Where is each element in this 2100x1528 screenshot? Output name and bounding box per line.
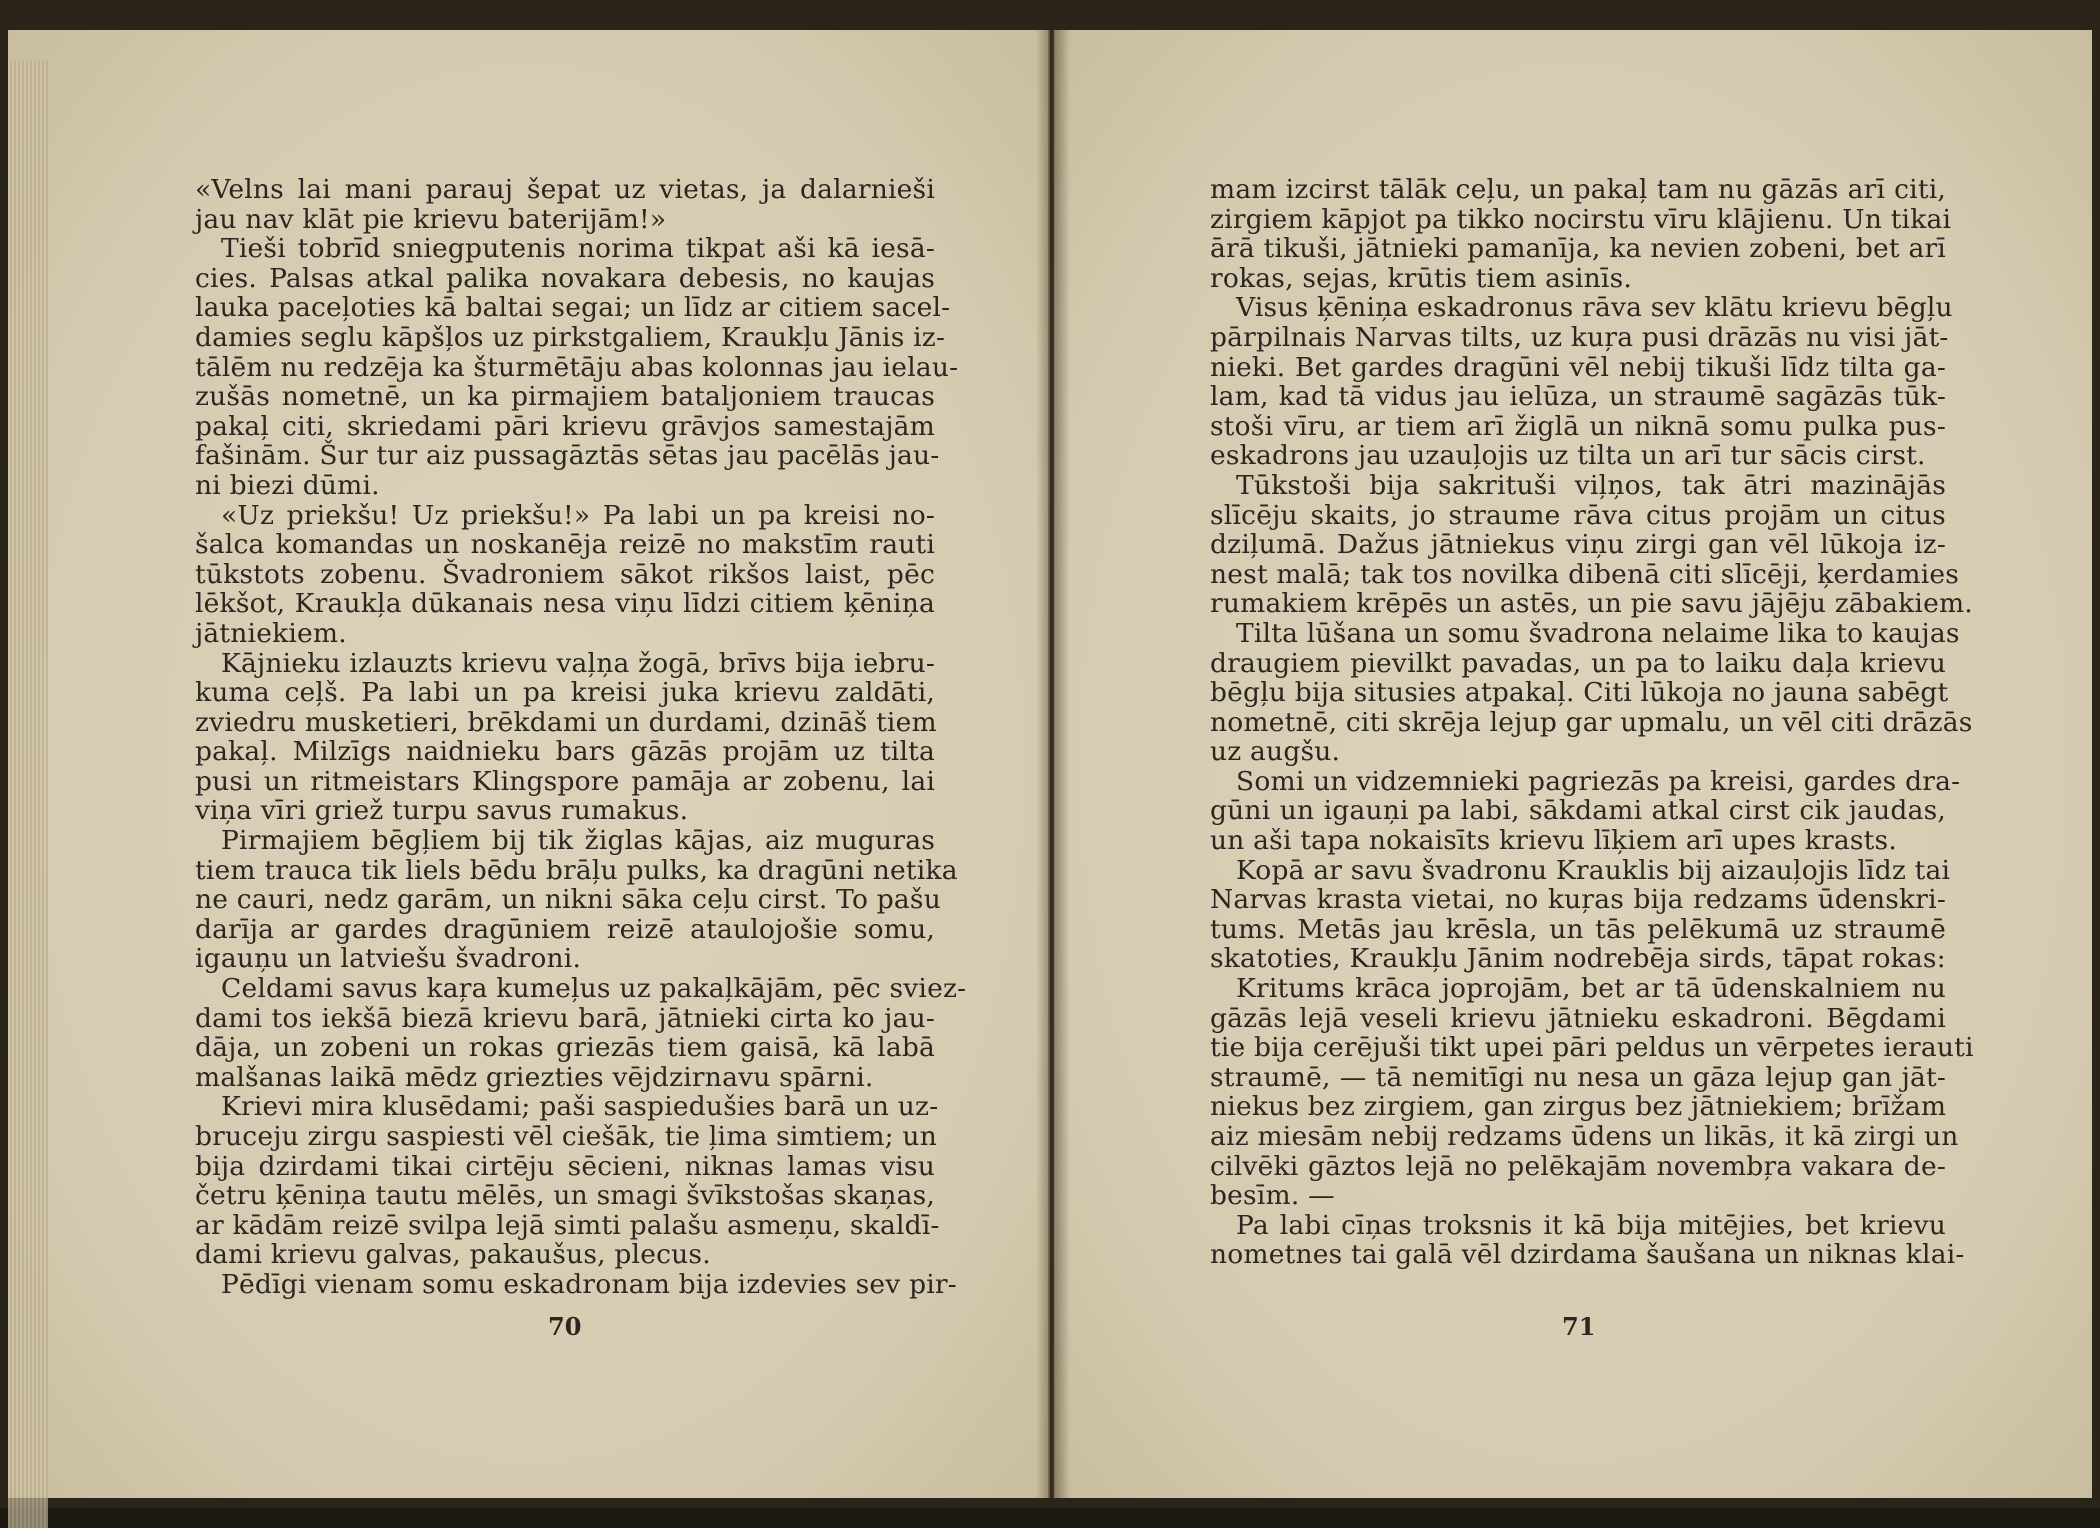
text-line: dziļumā. Dažus jātniekus viņu zirgi gan vēl lūkoja iz-: [1210, 529, 1946, 561]
text-line: Krievi mira klusēdami; paši saspiedušies barā un uz-: [221, 1091, 939, 1123]
text-line: cilvēki gāztos lejā no pelēkajām novembŗa vakara de-: [1210, 1150, 1946, 1182]
text-line: Kājnieku izlauzts krievu vaļņa žogā, brīvs bija iebru-: [221, 647, 935, 679]
left-page: [8, 30, 1050, 1498]
text-line: šalca komandas un noskanēja reizē no makstīm rauti: [195, 529, 935, 561]
text-line: slīcēju skaits, jo straume rāva citus projām un citus: [1210, 499, 1946, 531]
text-line: stoši vīru, ar tiem arī žiglā un niknā somu pulka pus-: [1210, 410, 1946, 442]
page-edges: [8, 60, 48, 1528]
text-line: igauņu un latviešu švadroni.: [195, 943, 582, 975]
text-line: nest malā; tak tos novilka dibenā citi slīcēji, ķerdamies: [1210, 558, 1960, 590]
text-line: pusi un ritmeistars Klingspore pamāja ar zobenu, lai: [195, 765, 935, 797]
left-page-text: [195, 174, 967, 1300]
text-line: Kopā ar savu švadronu Krauklis bij aizauļojis līdz tai: [1236, 854, 1951, 886]
text-line: viņa vīri griež turpu savus rumakus.: [195, 795, 689, 827]
text-line: Pa labi cīņas troksnis it kā bija mitējies, bet krievu: [1236, 1209, 1946, 1241]
text-line: četru ķēniņa tautu mēlēs, un smagi švīkstošas skaņas,: [195, 1180, 935, 1212]
text-line: lauka paceļoties kā baltai segai; un līdz ar citiem sacel-: [195, 292, 951, 324]
right-page-text: [1210, 174, 1974, 1271]
text-line: ārā tikuši, jātnieki pamanīja, ka nevien zobeni, bet arī: [1210, 233, 1946, 265]
text-line: eskadrons jau uzauļojis uz tilta un arī tur sācis cirst.: [1210, 440, 1926, 472]
text-line: darīja ar gardes dragūniem reizē ataulojošie somu,: [195, 913, 935, 945]
text-line: skatoties, Kraukļu Jānim nodrebēja sirds, tāpat rokas:: [1210, 943, 1946, 975]
text-line: mam izcirst tālāk ceļu, un pakaļ tam nu gāzās arī citi,: [1210, 174, 1946, 205]
text-line: fašinām. Šur tur aiz pussagāztās sētas jau pacēlās jau-: [195, 440, 940, 472]
text-line: Somi un vidzemnieki pagriezās pa kreisi, gardes dra-: [1236, 765, 1961, 797]
text-line: pakaļ citi, skriedami pāri krievu grāvjos samestajām: [195, 410, 935, 442]
text-line: Visus ķēniņa eskadronus rāva sev klātu krievu bēgļu: [1236, 292, 1953, 324]
right-page: [1052, 30, 2092, 1498]
text-line: cies. Palsas atkal palika novakara debesis, no kaujas: [195, 262, 935, 294]
text-line: tie bija cerējuši tikt upei pāri peldus un vērpetes ierauti: [1210, 1032, 1974, 1064]
text-line: Pirmajiem bēgļiem bij tik žiglas kājas, aiz muguras: [221, 825, 935, 857]
text-line: damies seglu kāpšļos uz pirkstgaliem, Kraukļu Jānis iz-: [195, 321, 946, 353]
text-line: tālēm nu redzēja ka šturmētāju abas kolonnas jau ielau-: [195, 351, 959, 383]
page-number-left: 70: [548, 1312, 582, 1341]
text-line: Narvas krasta vietai, no kuŗas bija redzams ūdenskri-: [1210, 884, 1946, 916]
text-line: ne cauri, nedz garām, un nikni sāka ceļu cirst. To pašu: [195, 884, 941, 916]
text-line: dāja, un zobeni un rokas griezās tiem gaisā, kā labā: [195, 1032, 935, 1064]
text-line: rumakiem krēpēs un astēs, un pie savu jājēju zābakiem.: [1210, 588, 1973, 620]
page-number-right: 71: [1562, 1312, 1596, 1341]
text-line: jau nav klāt pie krievu baterijām!»: [195, 203, 667, 235]
text-line: Tūkstoši bija sakrituši viļņos, tak ātri mazinājās: [1236, 469, 1946, 501]
text-line: bēgļu bija situsies atpakaļ. Citi lūkoja no jauna sabēgt: [1210, 677, 1949, 709]
text-line: pārpilnais Narvas tilts, uz kuŗa pusi drāzās nu visi jāt-: [1210, 321, 1949, 353]
text-line: aiz miesām nebij redzams ūdens un likās, it kā zirgi un: [1210, 1121, 1959, 1152]
text-line: tūkstots zobenu. Švadroniem sākot rikšos laist, pēc: [195, 558, 935, 590]
text-line: un aši tapa nokaisīts krievu līķiem arī upes krasts.: [1210, 825, 1897, 857]
text-line: «Uz priekšu! Uz priekšu!» Pa labi un pa kreisi no-: [221, 499, 935, 531]
text-line: nieki. Bet gardes dragūni vēl nebij tikuši līdz tilta ga-: [1210, 351, 1946, 383]
text-line: pakaļ. Milzīgs naidnieku bars gāzās projām uz tilta: [195, 736, 935, 768]
text-line: uz augšu.: [1210, 736, 1341, 768]
text-line: ar kādām reizē svilpa lejā simti palašu asmeņu, skaldī-: [195, 1209, 940, 1241]
text-line: bija dzirdami tikai cirtēju sēcieni, niknas lamas visu: [195, 1150, 935, 1182]
text-line: Kritums krāca joprojām, bet ar tā ūdenskalniem nu: [1236, 973, 1946, 1005]
text-line: tums. Metās jau krēsla, un tās pelēkumā uz straumē: [1210, 913, 1946, 945]
text-line: besīm. —: [1210, 1180, 1335, 1212]
text-line: zušās nometnē, un ka pirmajiem bataljoniem traucas: [195, 381, 935, 413]
text-line: ni biezi dūmi.: [195, 469, 380, 501]
text-line: gūni un igauņi pa labi, sākdami atkal cirst cik jaudas,: [1210, 795, 1946, 827]
text-line: Celdami savus kaŗa kumeļus uz pakaļkājām, pēc sviez-: [221, 973, 967, 1005]
text-line: jātniekiem.: [195, 617, 347, 649]
text-line: rokas, sejas, krūtis tiem asinīs.: [1210, 262, 1633, 294]
text-line: lēkšot, Kraukļa dūkanais nesa viņu līdzi citiem ķēniņa: [195, 588, 935, 620]
text-line: straumē, — tā nemitīgi nu nesa un gāza lejup gan jāt-: [1210, 1061, 1946, 1093]
text-line: tiem trauca tik liels bēdu brāļu pulks, ka dragūni netika: [195, 854, 958, 886]
text-line: bruceju zirgu saspiesti vēl ciešāk, tie ļima simtiem; un: [195, 1121, 937, 1152]
text-line: «Velns lai mani parauj šepat uz vietas, ja dalarnieši: [195, 174, 935, 205]
text-line: malšanas laikā mēdz griezties vējdzirnavu spārni.: [195, 1061, 874, 1093]
text-line: kuma ceļš. Pa labi un pa kreisi juka krievu zaldāti,: [195, 677, 935, 709]
text-line: Tilta lūšana un somu švadrona nelaime lika to kaujas: [1236, 617, 1960, 649]
text-line: nometnē, citi skrēja lejup gar upmalu, un vēl citi drāzās: [1210, 706, 1973, 738]
text-line: Tieši tobrīd sniegputenis norima tikpat aši kā iesā-: [221, 233, 935, 265]
text-line: lam, kad tā vidus jau ielūza, un straumē sagāzās tūk-: [1210, 381, 1946, 413]
book-gutter: [1036, 30, 1070, 1498]
text-line: dami tos iekšā biezā krievu barā, jātnieki cirta ko jau-: [195, 1002, 935, 1034]
text-line: zirgiem kāpjot pa tikko nocirstu vīru klājienu. Un tikai: [1210, 203, 1952, 235]
text-line: niekus bez zirgiem, gan zirgus bez jātniekiem; brīžam: [1210, 1091, 1947, 1123]
text-line: dami krievu galvas, pakaušus, plecus.: [195, 1239, 711, 1271]
text-line: Pēdīgi vienam somu eskadronam bija izdevies sev pir-: [221, 1268, 957, 1300]
text-line: zviedru musketieri, brēkdami un durdami, dzināš tiem: [195, 706, 937, 738]
text-line: gāzās lejā veseli krievu jātnieku eskadroni. Bēgdami: [1210, 1002, 1946, 1034]
text-line: draugiem pievilkt pavadas, un pa to laiku daļa krievu: [1210, 647, 1946, 679]
text-line: nometnes tai galā vēl dzirdama šaušana un niknas klai-: [1210, 1239, 1965, 1271]
